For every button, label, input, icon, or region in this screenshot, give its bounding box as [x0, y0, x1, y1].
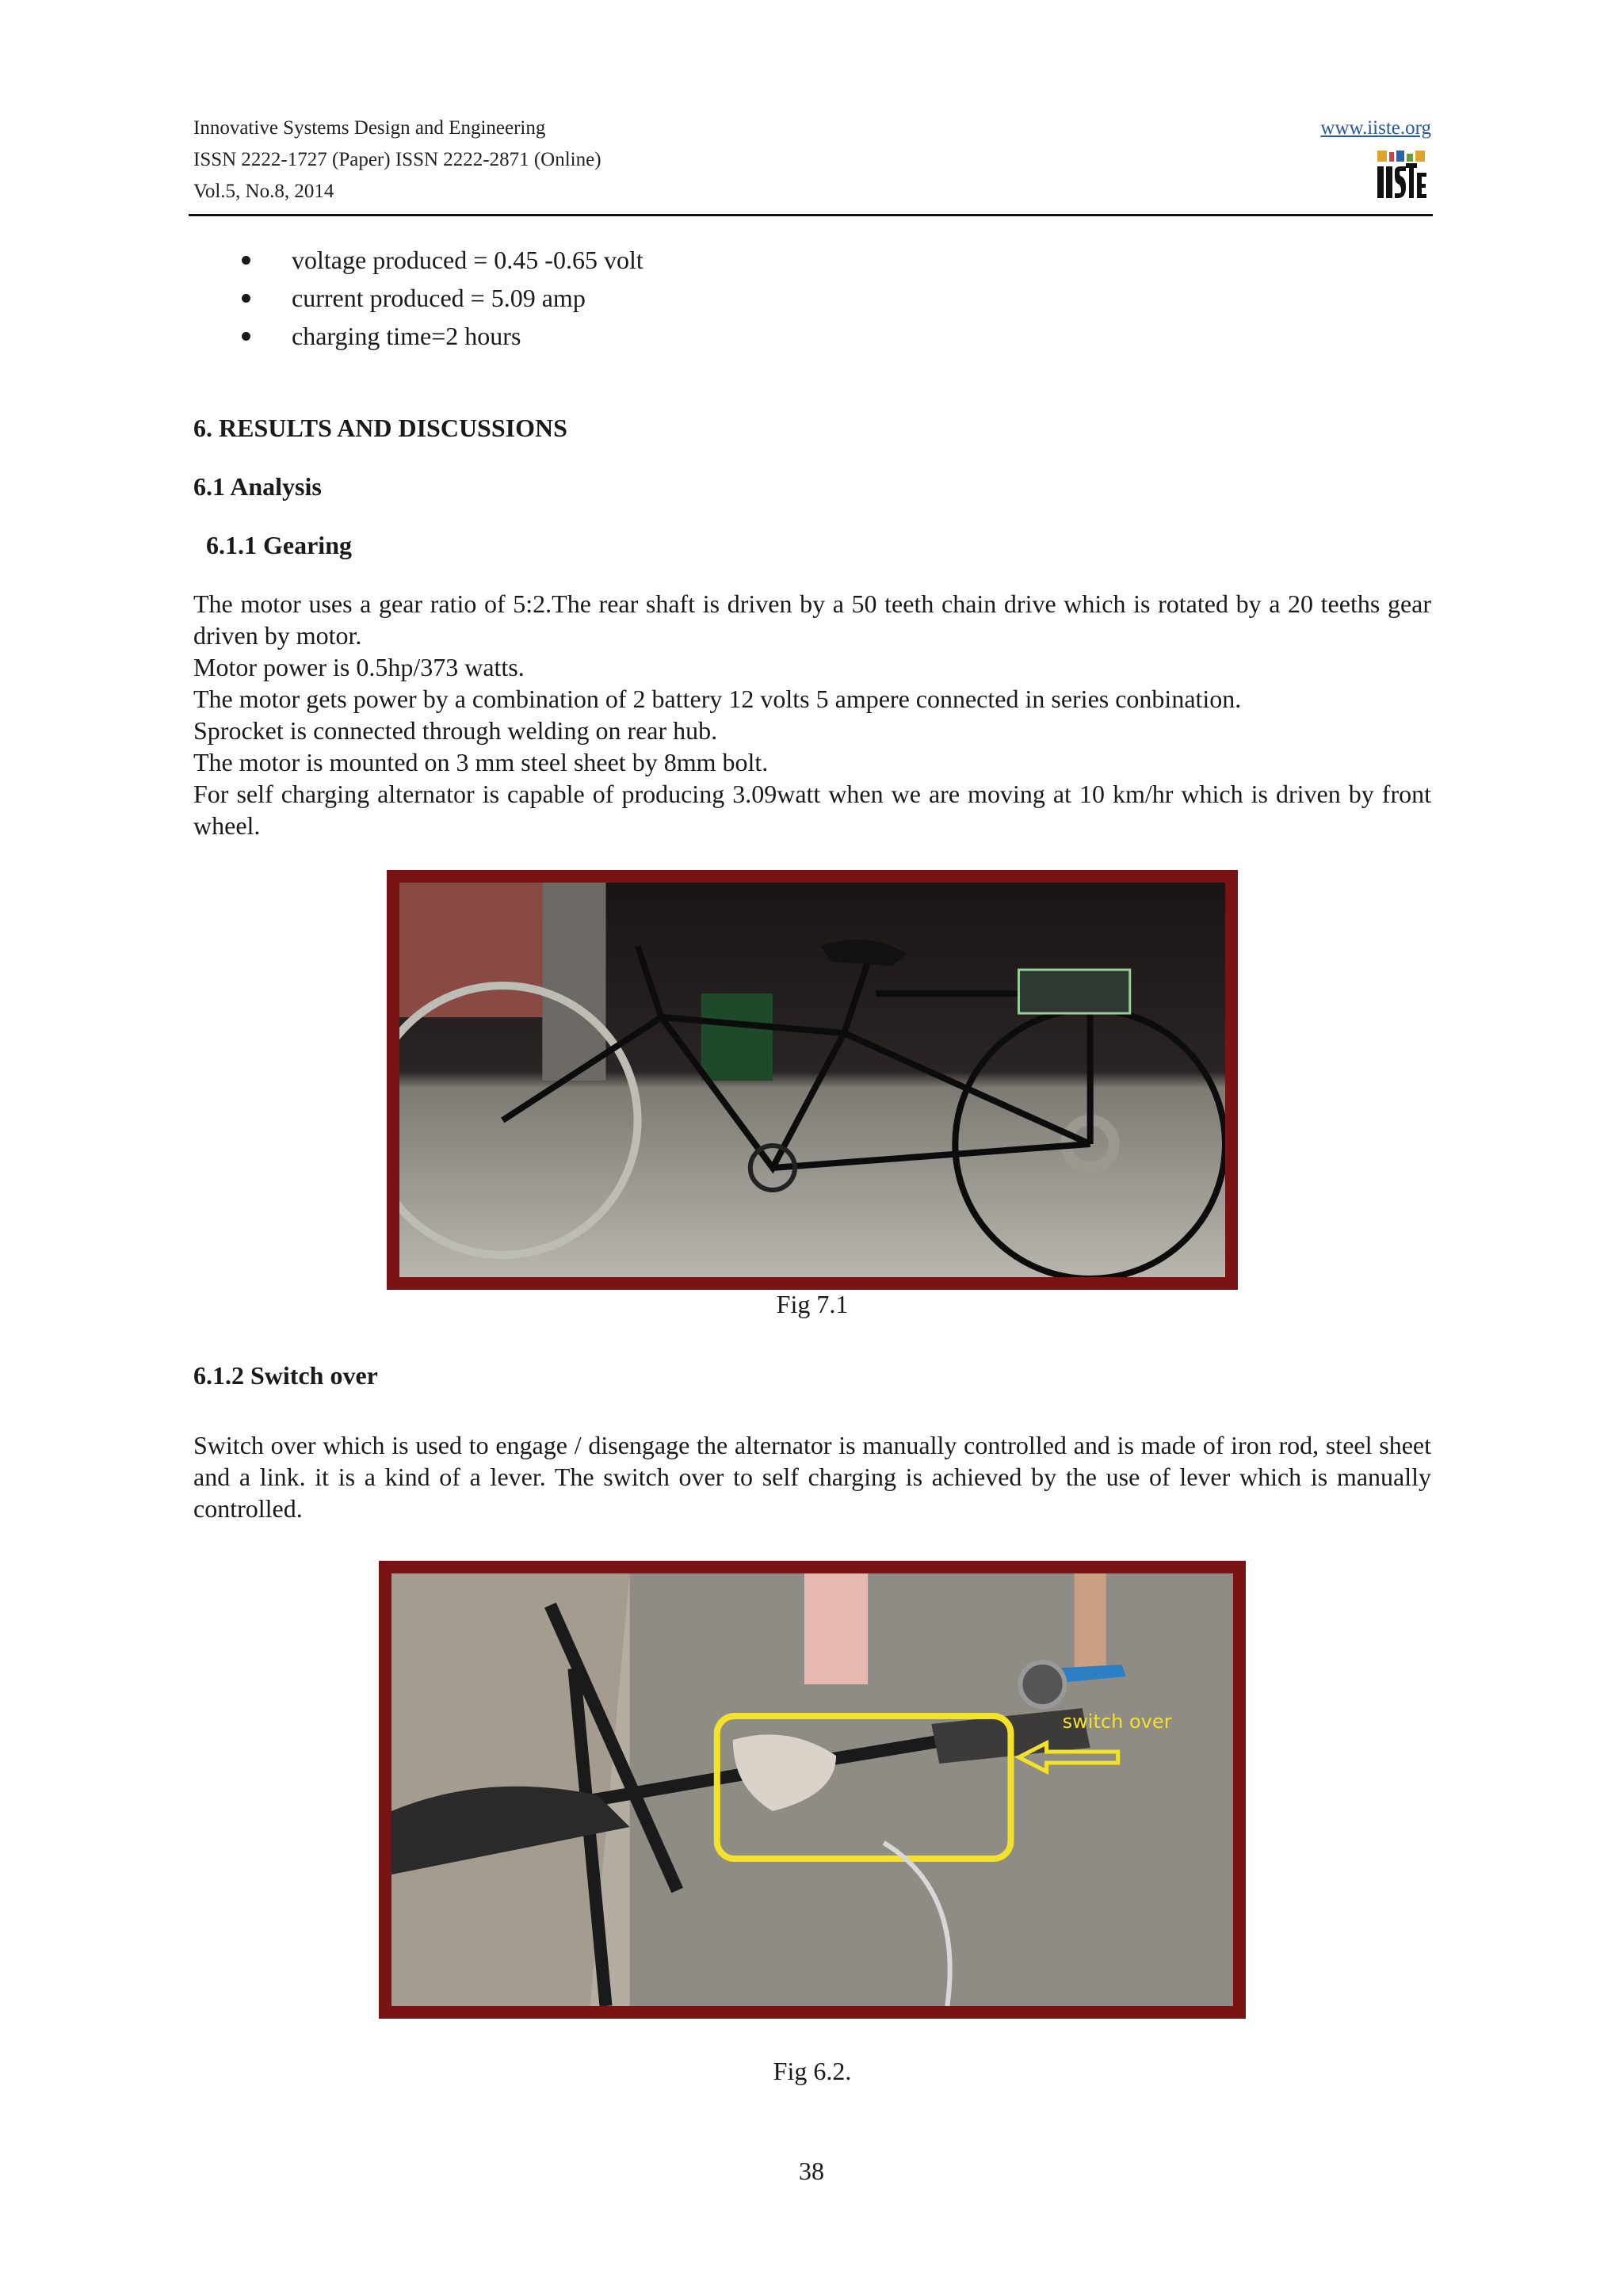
iiste-logo: [1376, 149, 1428, 201]
header-rule: [189, 214, 1433, 216]
subsubsection-heading: 6.1.1 Gearing: [206, 531, 352, 559]
text-line: Motor power is 0.5hp/373 watts.: [193, 653, 525, 681]
figure-caption: Fig 7.1: [776, 1290, 849, 1318]
subsubsection-heading: 6.1.2 Switch over: [193, 1361, 378, 1390]
section-heading: 6. RESULTS AND DISCUSSIONS: [193, 414, 567, 442]
gearing-paragraph: [193, 588, 1431, 841]
journal-volume: Vol.5, No.8, 2014: [193, 181, 334, 202]
journal-issn: ISSN 2222-1727 (Paper) ISSN 2222-2871 (Online): [193, 149, 601, 170]
text-line: The motor uses a gear ratio of 5:2.The rear shaft is driven by a 50 teeth chain drive which is rotated by a 20 teeths gear driven by motor.: [193, 589, 1431, 650]
text-line: Sprocket is connected through welding on rear hub.: [193, 716, 718, 745]
switch-over-photo-illustration: [391, 1573, 1233, 2006]
page-number: 38: [799, 2157, 824, 2185]
text-line: For self charging alternator is capable of producing 3.09watt when we are moving at 10 km/hr which is driven by front wheel.: [193, 780, 1431, 840]
bicycle-photo: [387, 870, 1238, 1290]
spec-bullet-list: [238, 241, 643, 355]
figure-caption: Fig 6.2.: [773, 2057, 852, 2085]
switch-over-paragraph: Switch over which is used to engage / disengage the alternator is manually controlled and is made of iron rod, steel sheet and a link. it is a kind of a lever. The switch over to self charging is achieved by the use of lever which is manually controlled.: [193, 1431, 1431, 1523]
list-item: voltage produced = 0.45 -0.65 volt: [238, 241, 643, 279]
subsection-heading: 6.1 Analysis: [193, 472, 322, 501]
list-item: current produced = 5.09 amp: [238, 279, 643, 317]
switch-over-photo: [379, 1561, 1246, 2019]
switch-over-label: switch over: [1062, 1711, 1172, 1733]
journal-title: Innovative Systems Design and Engineering: [193, 117, 546, 139]
text-line: The motor gets power by a combination of 2 battery 12 volts 5 ampere connected in series conbination.: [193, 685, 1242, 713]
journal-website-link[interactable]: www.iiste.org: [1320, 117, 1431, 139]
list-item: charging time=2 hours: [238, 317, 643, 355]
bicycle-photo-illustration: [399, 883, 1225, 1277]
text-line: The motor is mounted on 3 mm steel sheet by 8mm bolt.: [193, 748, 769, 776]
